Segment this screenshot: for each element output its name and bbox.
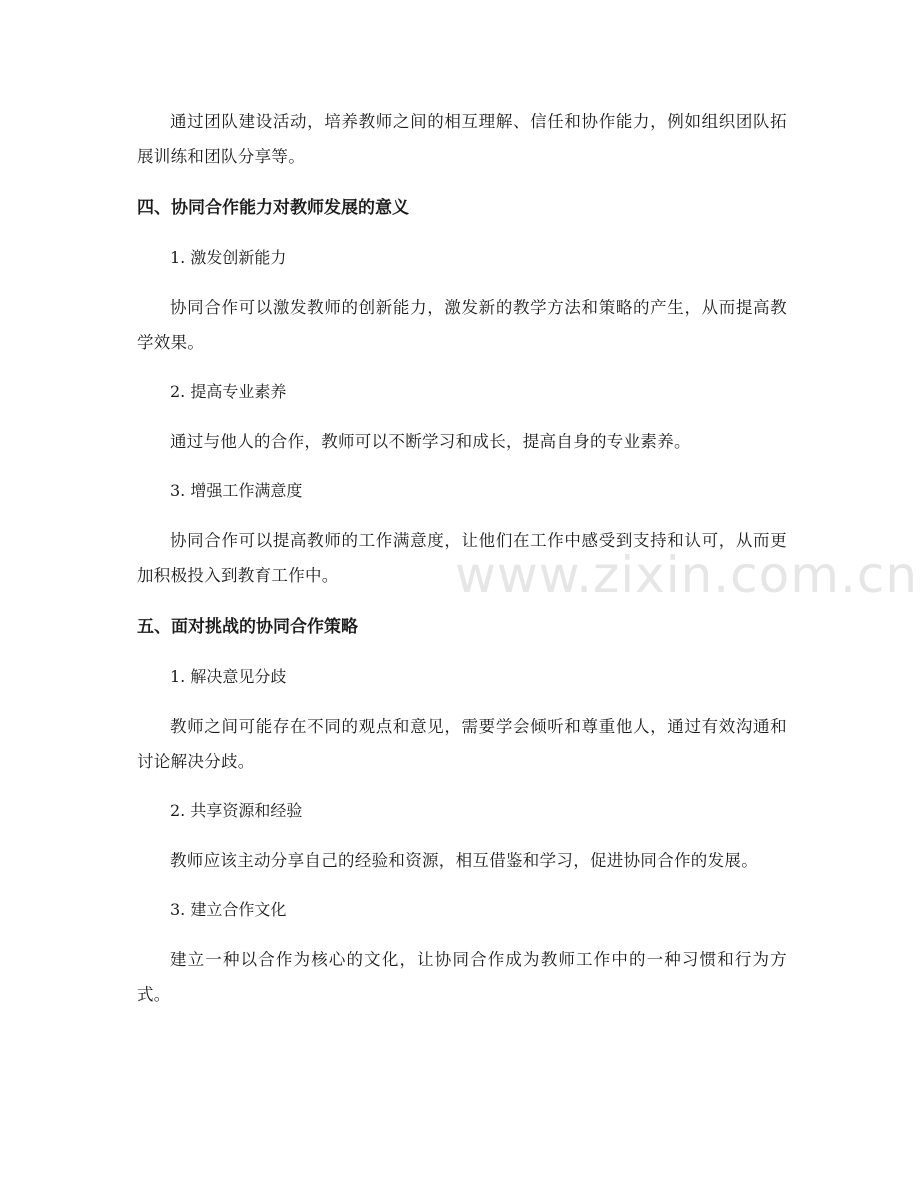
section-4-item-3-body: 协同合作可以提高教师的工作满意度，让他们在工作中感受到支持和认可，从而更加积极投入到教育工作中。 [137,531,787,585]
section-5-item-3-title: 3. 建立合作文化 [170,900,287,919]
section-4-item-1-body: 协同合作可以激发教师的创新能力，激发新的教学方法和策略的产生，从而提高教学效果。 [137,298,787,352]
section-5-item-2-title: 2. 共享资源和经验 [170,801,303,820]
section-5-item-3-body: 建立一种以合作为核心的文化，让协同合作成为教师工作中的一种习惯和行为方式。 [137,950,787,1004]
section-5-item-1-title: 1. 解决意见分歧 [170,667,287,686]
document-body [137,104,787,1012]
section-4-heading: 四、协同合作能力对教师发展的意义 [137,198,409,218]
section-5-item-1-body: 教师之间可能存在不同的观点和意见，需要学会倾听和尊重他人，通过有效沟通和讨论解决分歧。 [137,717,787,771]
section-4-item-2-body: 通过与他人的合作，教师可以不断学习和成长，提高自身的专业素养。 [170,432,691,451]
watermark-text: www.zixin.com.cn [455,546,919,604]
section-5-heading: 五、面对挑战的协同合作策略 [137,617,358,637]
intro-paragraph: 通过团队建设活动，培养教师之间的相互理解、信任和协作能力，例如组织团队拓展训练和团队分享等。 [137,112,787,166]
section-4-item-3-title: 3. 增强工作满意度 [170,481,303,500]
section-4-item-1-title: 1. 激发创新能力 [170,248,287,267]
section-4-item-2-title: 2. 提高专业素养 [170,382,287,401]
section-5-item-2-body: 教师应该主动分享自己的经验和资源，相互借鉴和学习，促进协同合作的发展。 [170,851,758,870]
